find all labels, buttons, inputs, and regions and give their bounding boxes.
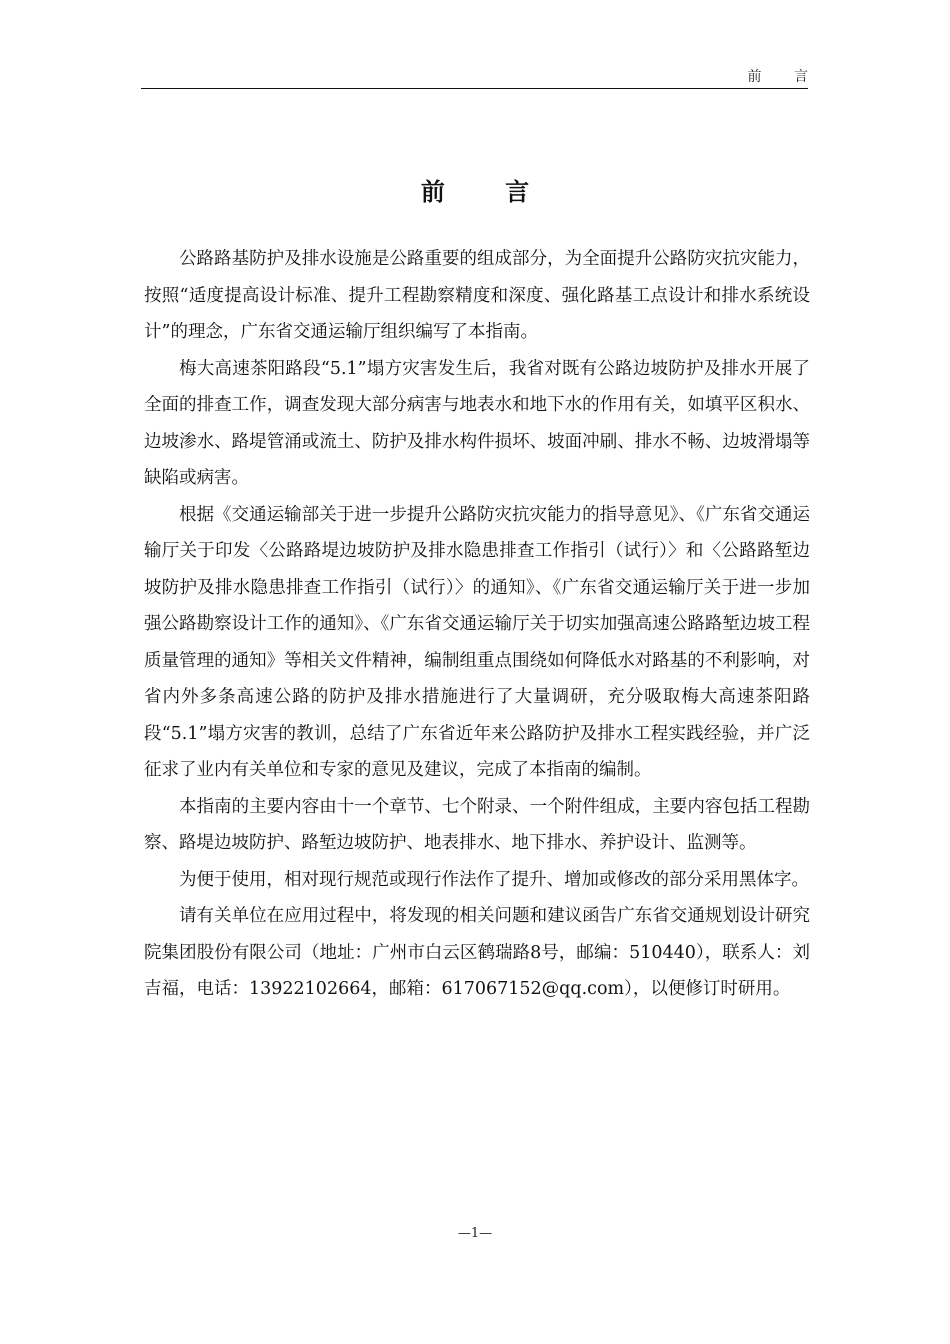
- paragraph-purpose: 公路路基防护及排水设施是公路重要的组成部分，为全面提升公路防灾抗灾能力，按照“适度提高设计标准、提升工程勘察精度和深度、强化路基工点设计和排水系统设计”的理念，广东省交通运输厅组织编写了本指南。: [144, 249, 810, 342]
- paragraph-contact: 请有关单位在应用过程中，将发现的相关问题和建议函告广东省交通规划设计研究院集团股份有限公司（地址：广州市白云区鹤瑞路8号，邮编：510440），联系人：刘吉福，电话：13922102664，邮箱：617067152@qq.com），以便修订时研用。: [144, 906, 810, 999]
- body-text: [144, 241, 810, 1008]
- paragraph-usage-note: 为便于使用，相对现行规范或现行作法作了提升、增加或修改的部分采用黑体字。: [179, 869, 809, 890]
- header-rule: [141, 88, 808, 89]
- page-number: —1—: [457, 1226, 493, 1241]
- page-title: 前 言: [420, 178, 556, 206]
- paragraph-background: 梅大高速茶阳路段“5.1”塌方灾害发生后，我省对既有公路边坡防护及排水开展了全面的排查工作，调查发现大部分病害与地表水和地下水的作用有关，如填平区积水、边坡渗水、路堤管涌或流土、防护及排水构件损坏、坡面冲刷、排水不畅、边坡滑塌等缺陷或病害。: [144, 358, 810, 488]
- running-header: 前 言: [747, 69, 822, 85]
- paragraph-basis: 根据《交通运输部关于进一步提升公路防灾抗灾能力的指导意见》、《广东省交通运输厅关于印发〈公路路堤边坡防护及排水隐患排查工作指引（试行）〉和〈公路路堑边坡防护及排水隐患排查工作指引（试行）〉的通知》、《广东省交通运输厅关于进一步加强公路勘察设计工作的通知》、《广东省交通运输厅关于切实加强高速公路路堑边坡工程质量管理的通知》等相关文件精神，编制组重点围绕如何降低水对路基的不利影响，对省内外多条高速公路的防护及排水措施进行了大量调研，充分吸取梅大高速茶阳路段“5.1”塌方灾害的教训，总结了广东省近年来公路防护及排水工程实践经验，并广泛征求了业内有关单位和专家的意见及建议，完成了本指南的编制。: [144, 504, 810, 780]
- paragraph-contents: 本指南的主要内容由十一个章节、七个附录、一个附件组成，主要内容包括工程勘察、路堤边坡防护、路堑边坡防护、地表排水、地下排水、养护设计、监测等。: [144, 796, 810, 853]
